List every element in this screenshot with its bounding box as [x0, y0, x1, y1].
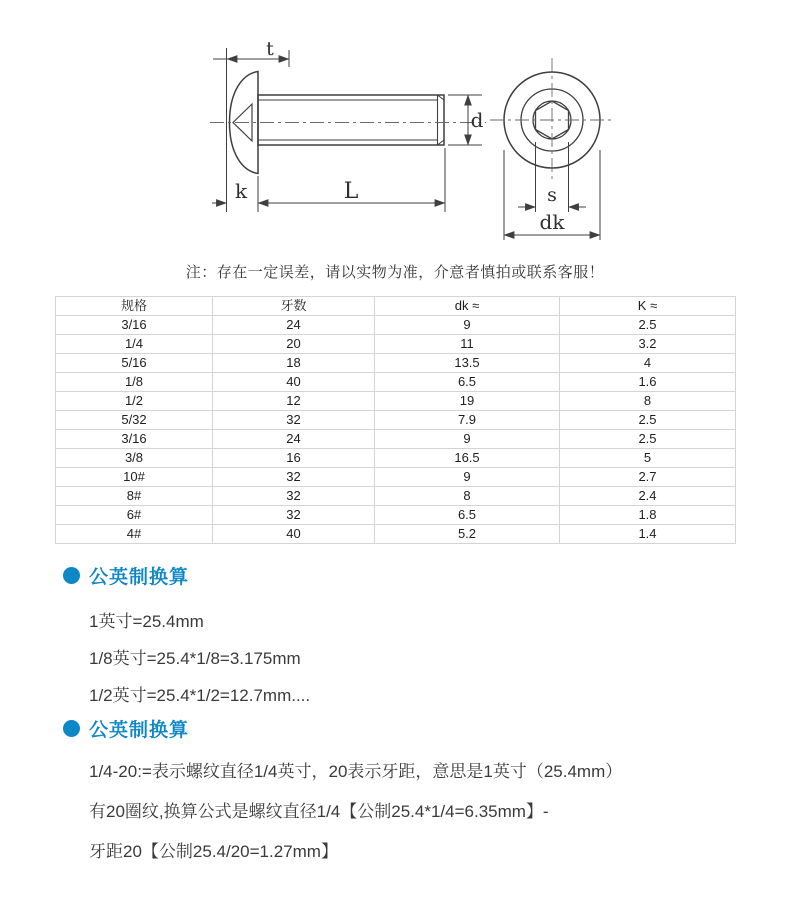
table-cell: 9 — [375, 316, 560, 335]
col-header-k: K ≈ — [560, 297, 736, 316]
table-cell: 32 — [213, 411, 375, 430]
table-cell: 18 — [213, 354, 375, 373]
table-cell: 4 — [560, 354, 736, 373]
conversion-line: 有20圈纹,换算公式是螺纹直径1/4【公制25.4*1/4=6.35mm】- — [89, 802, 549, 821]
table-cell: 9 — [375, 468, 560, 487]
table-cell: 1.6 — [560, 373, 736, 392]
table-cell: 3/16 — [56, 430, 213, 449]
table-cell: 5 — [560, 449, 736, 468]
dim-label-L: L — [343, 179, 359, 204]
table-cell: 8# — [56, 487, 213, 506]
table-cell: 5/16 — [56, 354, 213, 373]
table-cell: 10# — [56, 468, 213, 487]
table-cell: 1/4 — [56, 335, 213, 354]
table-row — [56, 411, 736, 430]
col-header-dk: dk ≈ — [375, 297, 560, 316]
table-cell: 8 — [560, 392, 736, 411]
table-row — [56, 487, 736, 506]
conversion-line: 牙距20【公制25.4/20=1.27mm】 — [89, 842, 338, 861]
bullet-icon — [63, 720, 80, 737]
table-row — [56, 335, 736, 354]
dim-label-dk: dk — [539, 210, 565, 234]
table-cell: 3.2 — [560, 335, 736, 354]
table-cell: 16.5 — [375, 449, 560, 468]
conversion-section-1 — [63, 562, 310, 714]
table-cell: 1.8 — [560, 506, 736, 525]
table-row — [56, 525, 736, 544]
bullet-icon — [63, 567, 80, 584]
table-row — [56, 430, 736, 449]
table-row — [56, 373, 736, 392]
table-cell: 40 — [213, 373, 375, 392]
table-cell: 24 — [213, 430, 375, 449]
conversion-lines — [89, 603, 310, 714]
table-cell: 2.7 — [560, 468, 736, 487]
table-cell: 1/8 — [56, 373, 213, 392]
conversion-line: 1英寸=25.4mm — [89, 612, 204, 631]
table-cell: 2.5 — [560, 411, 736, 430]
table-row — [56, 354, 736, 373]
table-row — [56, 316, 736, 335]
disclaimer-note: 注：存在一定误差，请以实物为准，介意者慎拍或联系客服！ — [185, 264, 605, 281]
table-cell: 6# — [56, 506, 213, 525]
table-cell: 5.2 — [375, 525, 560, 544]
table-cell: 11 — [375, 335, 560, 354]
section-heading — [63, 715, 622, 742]
section-title: 公英制换算 — [89, 720, 190, 741]
conversion-section-2 — [63, 715, 622, 872]
table-cell: 19 — [375, 392, 560, 411]
center-lines — [210, 58, 614, 182]
table-row — [56, 449, 736, 468]
table-cell: 2.5 — [560, 430, 736, 449]
table-row — [56, 506, 736, 525]
table-cell: 9 — [375, 430, 560, 449]
table-cell: 2.4 — [560, 487, 736, 506]
conversion-line: 1/8英寸=25.4*1/8=3.175mm — [89, 649, 301, 668]
spec-table — [55, 296, 736, 544]
section-heading — [63, 562, 310, 589]
table-cell: 32 — [213, 468, 375, 487]
section-title: 公英制换算 — [89, 567, 190, 588]
screw-technical-drawing — [0, 0, 790, 260]
table-cell: 32 — [213, 487, 375, 506]
table-cell: 1/2 — [56, 392, 213, 411]
conversion-line: 1/2英寸=25.4*1/2=12.7mm.... — [89, 686, 311, 705]
dim-label-s: s — [547, 184, 557, 206]
table-cell: 3/8 — [56, 449, 213, 468]
dim-label-d: d — [470, 108, 484, 132]
table-cell: 40 — [213, 525, 375, 544]
col-header-tpi: 牙数 — [213, 297, 375, 316]
table-row — [56, 392, 736, 411]
table-cell: 13.5 — [375, 354, 560, 373]
dim-label-t: t — [266, 38, 274, 60]
table-cell: 4# — [56, 525, 213, 544]
table-cell: 32 — [213, 506, 375, 525]
table-cell: 8 — [375, 487, 560, 506]
table-header-row — [56, 297, 736, 316]
table-cell: 20 — [213, 335, 375, 354]
col-header-spec: 规格 — [56, 297, 213, 316]
table-row — [56, 468, 736, 487]
table-cell: 1.4 — [560, 525, 736, 544]
table-cell: 7.9 — [375, 411, 560, 430]
table-cell: 6.5 — [375, 506, 560, 525]
table-cell: 12 — [213, 392, 375, 411]
table-cell: 2.5 — [560, 316, 736, 335]
table-cell: 5/32 — [56, 411, 213, 430]
table-cell: 24 — [213, 316, 375, 335]
table-cell: 16 — [213, 449, 375, 468]
dim-label-k: k — [234, 179, 248, 203]
table-cell: 3/16 — [56, 316, 213, 335]
conversion-lines — [89, 752, 622, 872]
table-cell: 6.5 — [375, 373, 560, 392]
conversion-line: 1/4-20:=表示螺纹直径1/4英寸，20表示牙距，意思是1英寸（25.4mm） — [89, 762, 623, 781]
